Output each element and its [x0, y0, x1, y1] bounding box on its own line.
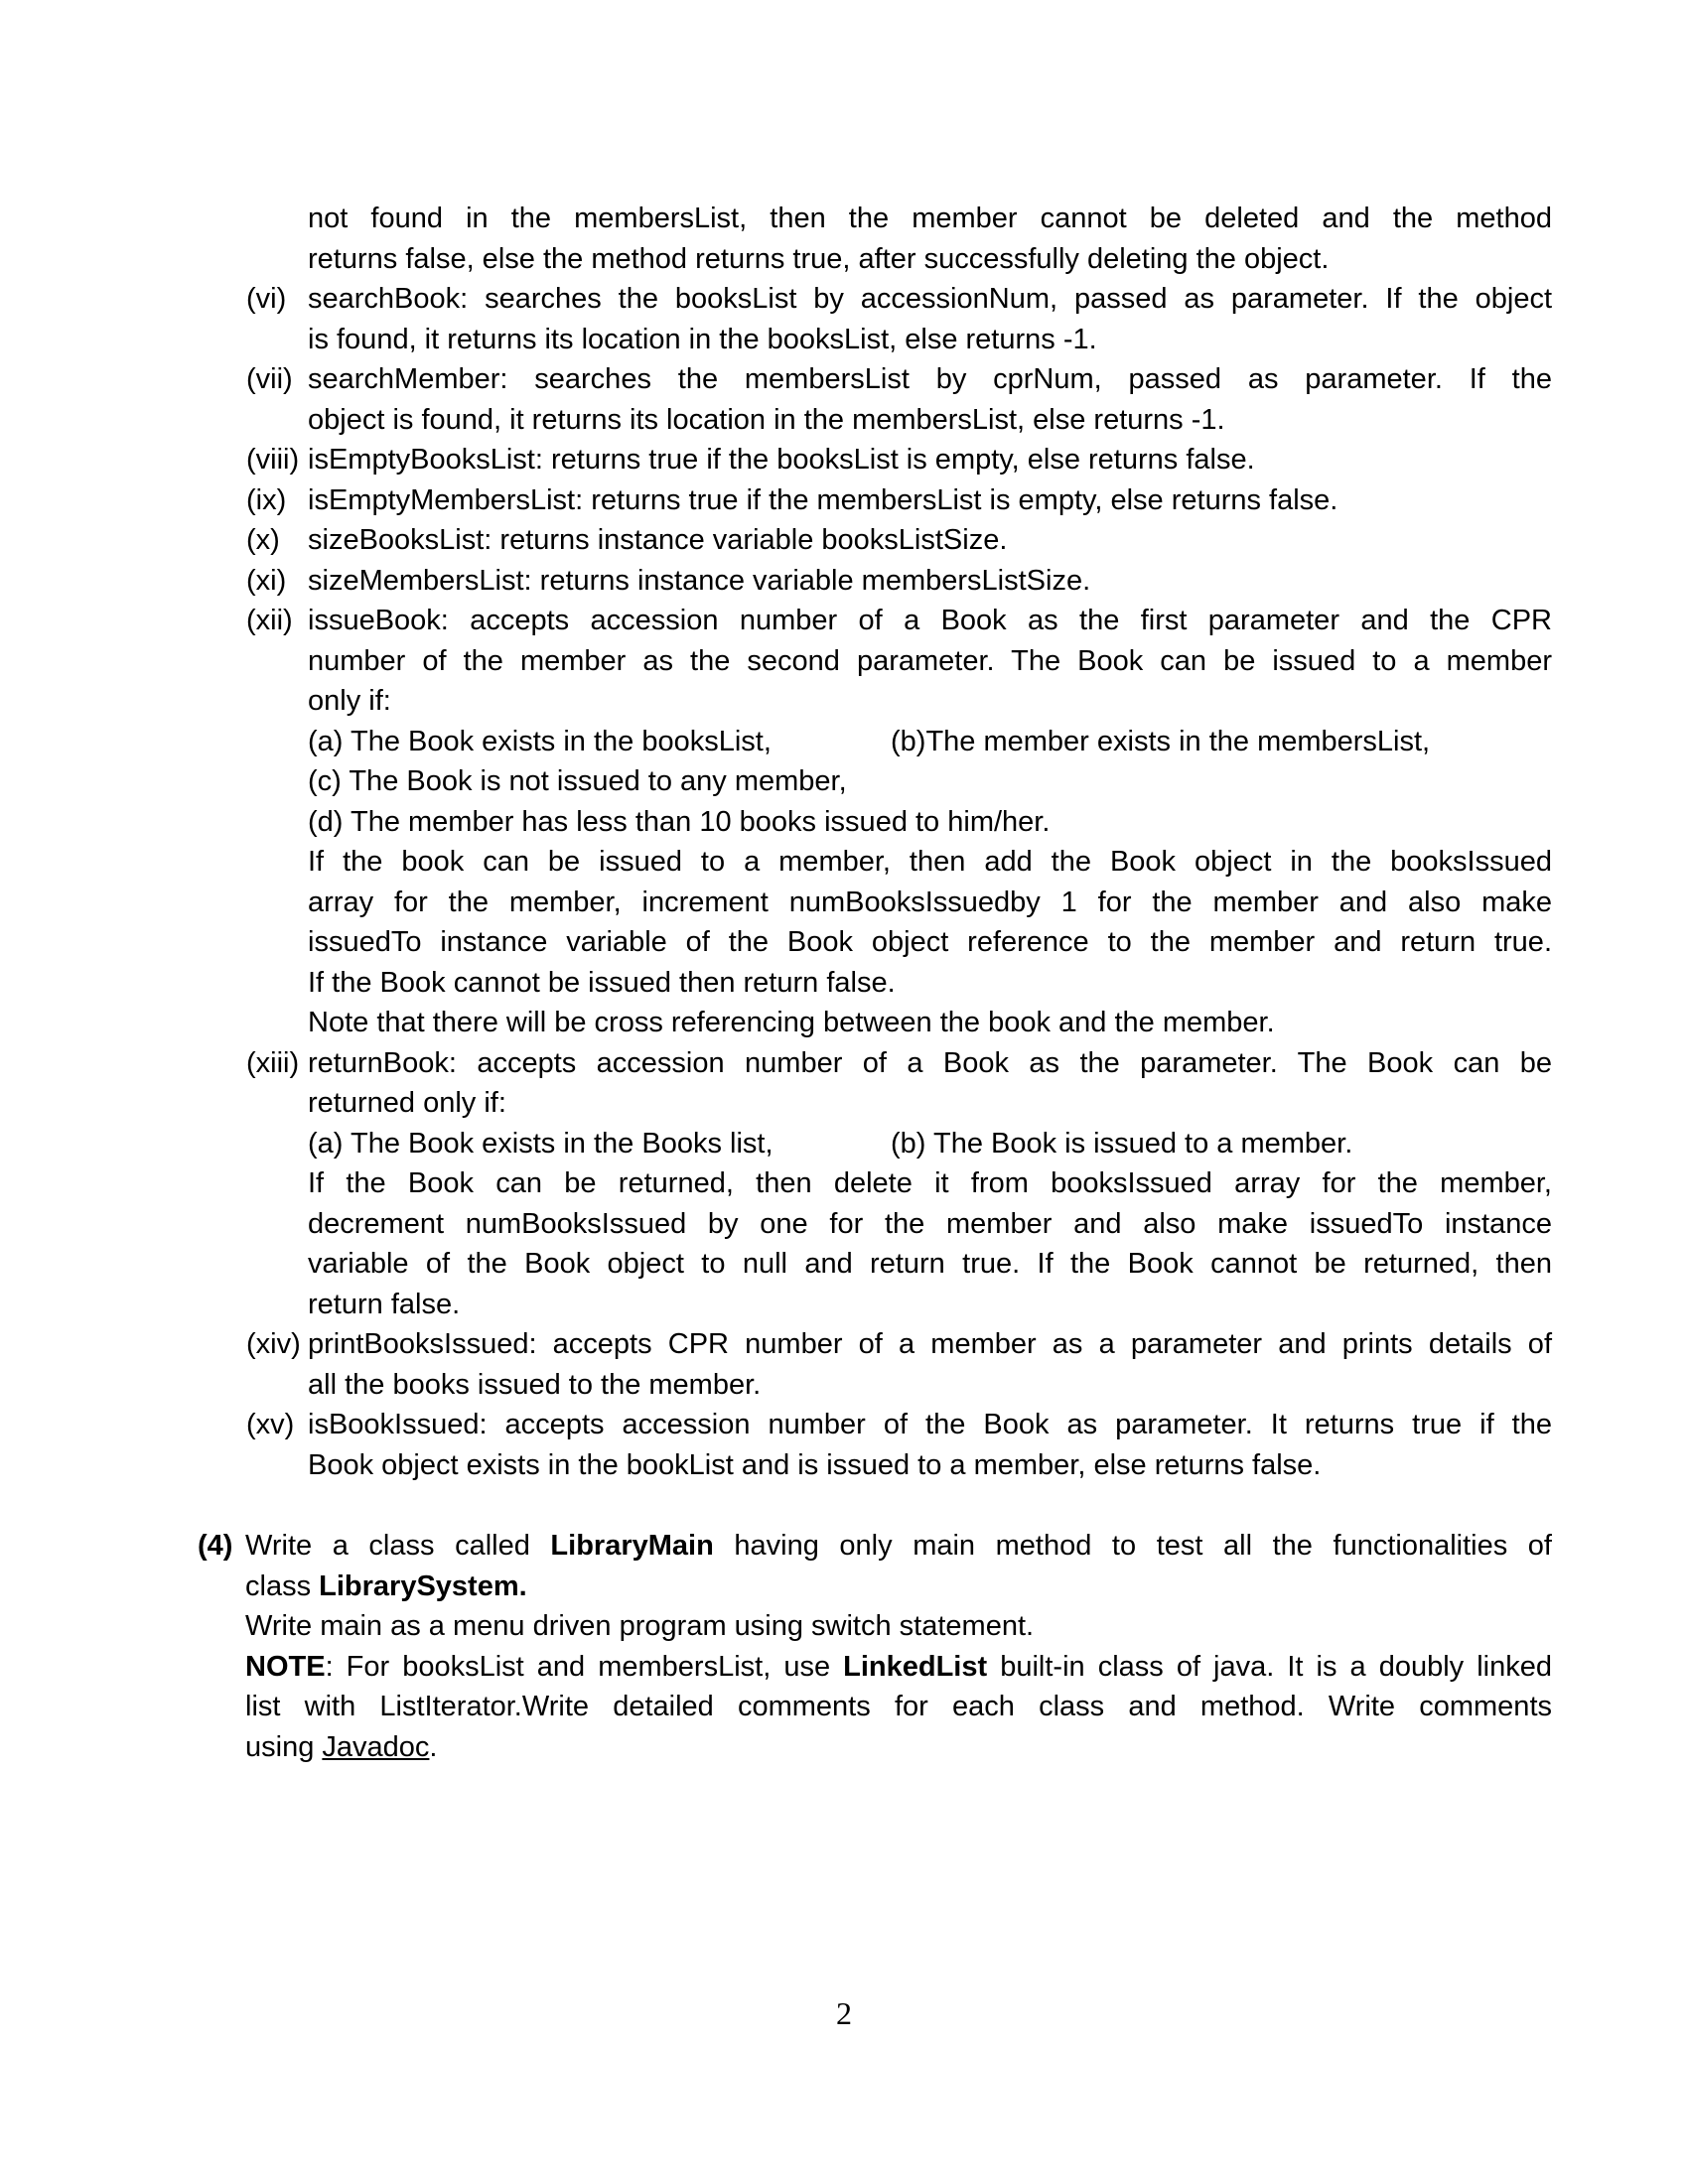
- item-xv-marker: (xv): [246, 1409, 295, 1440]
- item-xv-line2: Book object exists in the bookList and is issued to a member, else returns false.: [308, 1449, 1322, 1481]
- q4-note-line3-pre: using: [245, 1731, 323, 1763]
- q4-line1: [245, 1526, 1552, 1566]
- q4-note-post: built-in class of java. It is a doubly linked: [987, 1651, 1552, 1683]
- q4-note-line1: [245, 1647, 1552, 1687]
- item-vi-line2: is found, it returns its location in the booksList, else returns -1.: [308, 324, 1097, 355]
- item-xii-note: Note that there will be cross referencing between the book and the member.: [308, 1007, 1275, 1038]
- q4-marker: (4): [198, 1530, 233, 1562]
- item-xiii-para-line4: return false.: [308, 1289, 461, 1320]
- item-vii-line1: searchMember: searches the membersList by cprNum, passed as parameter. If the: [308, 363, 1552, 395]
- q4-line2-pre: class: [245, 1570, 320, 1602]
- q4-line2: [245, 1567, 527, 1606]
- item-xiv-line1: printBooksIssued: accepts CPR number of a member as a parameter and prints details of: [308, 1328, 1552, 1360]
- q4-line1-post: having only main method to test all the functionalities of: [713, 1530, 1552, 1562]
- item-xii-cond-d: (d) The member has less than 10 books issued to him/her.: [308, 806, 1051, 838]
- item-xv-line1: isBookIssued: accepts accession number of the Book as parameter. It returns true if the: [308, 1409, 1552, 1440]
- item-xii-line2: number of the member as the second parameter. The Book can be issued to a member: [308, 645, 1552, 677]
- item-xiii-cond-a: (a) The Book exists in the Books list,: [308, 1128, 774, 1160]
- item-x-line1: sizeBooksList: returns instance variable booksListSize.: [308, 524, 1008, 556]
- item-xiii-line1: returnBook: accepts accession number of a Book as the parameter. The Book can be: [308, 1047, 1552, 1079]
- q4-note-line2: list with ListIterator.Write detailed comments for each class and method. Write comments: [245, 1691, 1552, 1722]
- item-xiv-line2: all the books issued to the member.: [308, 1369, 762, 1401]
- item-vii-marker: (vii): [246, 363, 293, 395]
- item-xiii-line2: returned only if:: [308, 1087, 506, 1119]
- item-xiii-cond-b: (b) The Book is issued to a member.: [891, 1128, 1353, 1160]
- item-xii-para-line4: If the Book cannot be issued then return false.: [308, 967, 896, 999]
- item-x-marker: (x): [246, 524, 280, 556]
- item-xiii-para-line2: decrement numBooksIssued by one for the member and also make issuedTo instance: [308, 1208, 1552, 1240]
- item-viii-marker: (viii): [246, 444, 300, 476]
- q4-note-mid: : For booksList and membersList, use: [325, 1651, 844, 1683]
- item-xi-line1: sizeMembersList: returns instance variable membersListSize.: [308, 565, 1091, 597]
- item-vi-marker: (vi): [246, 283, 287, 315]
- item-xii-para-line1: If the book can be issued to a member, then add the Book object in the booksIssued: [308, 846, 1552, 878]
- q4-linkedlist: LinkedList: [843, 1651, 988, 1683]
- item-xii-cond-b: (b)The member exists in the membersList,: [891, 726, 1431, 757]
- item-ix-marker: (ix): [246, 484, 287, 516]
- q4-class-librarysystem: LibrarySystem.: [319, 1570, 527, 1602]
- javadoc-link[interactable]: Javadoc: [322, 1731, 430, 1763]
- q4-note-line3: [245, 1727, 437, 1767]
- item-v-cont-line1: not found in the membersList, then the member cannot be deleted and the method: [308, 203, 1552, 234]
- q4-class-librarymain: LibraryMain: [550, 1530, 714, 1562]
- q4-line1-pre: Write a class called: [245, 1530, 551, 1562]
- item-xiii-marker: (xiii): [246, 1047, 300, 1079]
- item-viii-line1: isEmptyBooksList: returns true if the booksList is empty, else returns false.: [308, 444, 1255, 476]
- item-xii-line3: only if:: [308, 685, 391, 717]
- item-xii-line1: issueBook: accepts accession number of a Book as the first parameter and the CPR: [308, 605, 1552, 636]
- item-xii-marker: (xii): [246, 605, 293, 636]
- item-v-cont-line2: returns false, else the method returns true, after successfully deleting the object.: [308, 243, 1330, 275]
- item-xiv-marker: (xiv): [246, 1328, 301, 1360]
- item-xii-cond-c: (c) The Book is not issued to any member,: [308, 765, 847, 797]
- q4-note-label: NOTE: [245, 1651, 326, 1683]
- item-vi-line1: searchBook: searches the booksList by accessionNum, passed as parameter. If the object: [308, 283, 1552, 315]
- item-xiii-para-line1: If the Book can be returned, then delete it from booksIssued array for the member,: [308, 1167, 1552, 1199]
- item-xii-para-line3: issuedTo instance variable of the Book object reference to the member and return true.: [308, 926, 1552, 958]
- item-vii-line2: object is found, it returns its location in the membersList, else returns -1.: [308, 404, 1225, 436]
- item-xi-marker: (xi): [246, 565, 287, 597]
- q4-note-line3-post: .: [429, 1731, 438, 1763]
- item-xii-para-line2: array for the member, increment numBooksIssuedby 1 for the member and also make: [308, 887, 1552, 918]
- q4-line3: Write main as a menu driven program using switch statement.: [245, 1610, 1035, 1642]
- page-number: 2: [836, 1995, 852, 2031]
- item-xiii-para-line3: variable of the Book object to null and return true. If the Book cannot be returned, then: [308, 1248, 1552, 1280]
- item-ix-line1: isEmptyMembersList: returns true if the membersList is empty, else returns false.: [308, 484, 1338, 516]
- item-xii-cond-a: (a) The Book exists in the booksList,: [308, 726, 772, 757]
